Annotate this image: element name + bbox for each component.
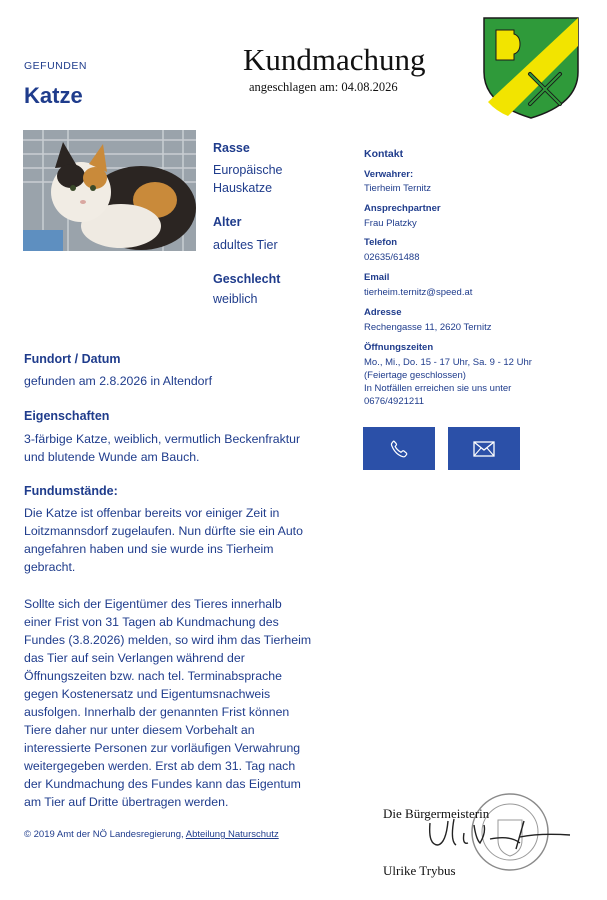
age-label: Alter [213, 215, 242, 229]
posted-date: angeschlagen am: 04.08.2026 [249, 80, 398, 94]
text-line: der Kundmachung des Fundes kann das Eigentum [24, 777, 301, 791]
municipal-crest [482, 16, 580, 120]
text-line: gegen Kostenersatz und Eigentumsnachweis [24, 687, 271, 701]
person-label: Ansprechpartner [364, 203, 441, 214]
sex-label: Geschlecht [213, 272, 281, 286]
phone-label: Telefon [364, 237, 398, 248]
person-value: Frau Platzky [364, 218, 417, 229]
breed-value-line2: Hauskatze [213, 181, 273, 195]
circumstances-label: Fundumstände: [24, 484, 118, 498]
circumstances-paragraph-1 [24, 504, 303, 576]
handwritten-signature [420, 815, 580, 855]
found-value: gefunden am 2.8.2026 in Altendorf [24, 374, 213, 388]
signatory-name: Ulrike Trybus [383, 863, 456, 878]
hours-line1: Mo., Mi., Do. 15 - 17 Uhr, Sa. 9 - 12 Uhr [364, 357, 532, 368]
email-value[interactable]: tierheim.ternitz@speed.at [364, 287, 473, 298]
hours-line2: (Feiertage geschlossen) [364, 370, 466, 381]
traits-line1: 3-färbige Katze, weiblich, vermutlich Beckenfraktur [24, 432, 301, 446]
contact-heading: Kontakt [364, 148, 404, 160]
text-line: interessierte Personen zur vorläufigen Verwahrung [24, 741, 301, 755]
keeper-label: Verwahrer: [364, 169, 414, 180]
call-button[interactable] [363, 427, 435, 470]
keeper-value: Tierheim Ternitz [364, 183, 432, 194]
text-line: Loitzmannsdorf zugelaufen. Nun dürfte sie ein Auto [24, 524, 303, 538]
footer [24, 829, 279, 840]
text-line: gebracht. [24, 560, 76, 574]
text-line: weitergegeben werden. Erst ab dem 31. Tag nach [24, 759, 296, 773]
traits-line2: und blutende Wunde am Bauch. [24, 450, 200, 464]
text-line: Tiere daher nur unter diesem Vorbehalt an [24, 723, 255, 737]
phone-icon [388, 438, 410, 460]
text-line: das Tier auf sein Verlangen während der [24, 651, 245, 665]
traits-label: Eigenschaften [24, 409, 110, 423]
hours-line4: 0676/4921211 [364, 396, 425, 407]
category-label: GEFUNDEN [24, 60, 87, 72]
animal-title: Katze [24, 83, 83, 108]
text-line: einer Frist von 31 Tagen ab Kundmachung des [24, 615, 279, 629]
sex-value: weiblich [213, 292, 258, 306]
copyright-text: © 2019 Amt der NÖ Landesregierung, [24, 829, 184, 840]
address-label: Adresse [364, 307, 402, 318]
text-line: Die Katze ist offenbar bereits vor einiger Zeit in [24, 506, 280, 520]
naturschutz-link[interactable]: Abteilung Naturschutz [185, 829, 279, 840]
age-value: adultes Tier [213, 238, 278, 252]
breed-label: Rasse [213, 141, 250, 155]
breed-value-line1: Europäische [213, 163, 283, 177]
page-title: Kundmachung [243, 42, 426, 77]
address-value: Rechengasse 11, 2620 Ternitz [364, 322, 492, 333]
hours-line3: In Notfällen erreichen sie uns unter [364, 383, 512, 394]
email-button[interactable] [448, 427, 520, 470]
text-line: angefahren haben und sie wurde ins Tierheim [24, 542, 274, 556]
circumstances-paragraph-2 [24, 595, 311, 811]
text-line: Sollte sich der Eigentümer des Tieres innerhalb [24, 597, 282, 611]
email-label: Email [364, 272, 390, 283]
cat-photo [23, 130, 196, 251]
found-label: Fundort / Datum [24, 352, 121, 366]
signature-role: Die Bürgermeisterin [383, 806, 490, 821]
text-line: am Tier auf Dritte übertragen werden. [24, 795, 229, 809]
mail-icon [473, 440, 495, 458]
hours-label: Öffnungszeiten [364, 342, 434, 353]
text-line: ausfolgen. Innerhalb der genannten Frist können [24, 705, 290, 719]
phone-value: 02635/61488 [364, 252, 420, 263]
text-line: Fundes (3.8.2026) melden, so wird ihm das Tierheim [24, 633, 312, 647]
text-line: Öffnungszeiten bzw. nach tel. Terminabsprache [24, 669, 282, 683]
